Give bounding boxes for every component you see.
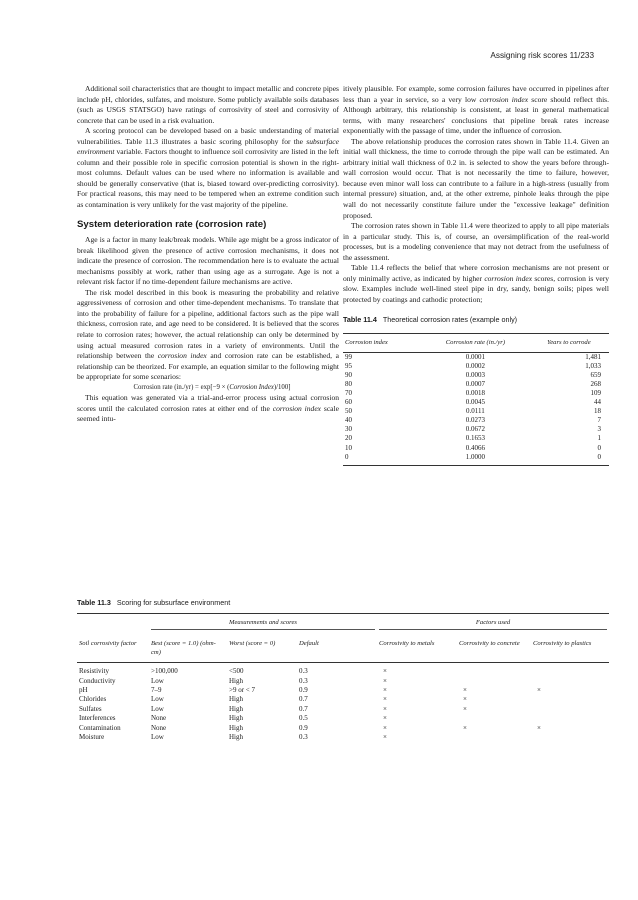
table-row [343, 398, 609, 407]
table-cell: × [383, 695, 387, 704]
table-cell: × [383, 667, 387, 676]
table-cell: 1,033 [585, 361, 601, 370]
table-row [343, 362, 609, 371]
table-row [77, 686, 609, 695]
table-cell: >100,000 [151, 667, 178, 676]
column-header: Years to corrode [529, 334, 609, 353]
table-row [343, 389, 609, 398]
table-cell [531, 733, 609, 742]
paragraph: Additional soil characteristics that are thought to impact metallic and concrete pipes include pH, chlorides, sulfates, and moisture. Some publicly available soils databases (such as USGS STATSGO) have ratings of corrosivity of steel and corrosivity of concrete that can be used in a risk evaluation. [77, 84, 339, 125]
table-cell: × [463, 723, 467, 732]
table-row [77, 714, 609, 723]
table-cell: 0.0273 [465, 416, 486, 425]
table-cell: 0.0111 [466, 407, 485, 416]
table-cell [531, 663, 609, 677]
table-cell [531, 705, 609, 714]
table-cell: High [229, 676, 243, 685]
table-cell: 0.9 [299, 686, 308, 694]
table-row [343, 425, 609, 434]
table-row [343, 371, 609, 380]
table-cell: 1,481 [585, 352, 601, 361]
column-header: Corrosivity to metals [377, 634, 457, 663]
table-row [343, 416, 609, 425]
column-header: Best (score = 1.0) (ohm-cm) [149, 634, 227, 663]
table-row [343, 380, 609, 389]
table-cell: 0.4066 [465, 443, 486, 452]
table-row [343, 453, 609, 466]
table-cell: 1 [597, 434, 601, 443]
table-cell: High [229, 714, 243, 723]
table-cell: Low [151, 733, 164, 742]
table-row [77, 677, 609, 686]
table-cell: 90 [345, 370, 352, 379]
table-cell: 0.0002 [465, 361, 486, 370]
column-header: Default [297, 634, 377, 663]
table-cell: 0.5 [299, 714, 308, 723]
table-cell: × [537, 686, 541, 694]
table-11-4-caption: Table 11.4 Theoretical corrosion rates (example only) [343, 315, 518, 325]
table-cell: 44 [594, 398, 601, 407]
table-row [343, 434, 609, 443]
paragraph: itively plausible. For example, some corrosion failures have occurred in pipelines after less than a year in service, so a very low corrosion index score should reflect this. Although arbitrary, this relationship is consistent, at least in general mathematical terms, with many researchers' conclusions that pipeline break rates increase exponentially with the passage of time, under the influence of corrosion. [343, 84, 609, 136]
table-cell: High [229, 695, 243, 704]
table-11-3-caption: Table 11.3 Scoring for subsurface environment [77, 598, 231, 607]
table-cell: Contamination [79, 723, 121, 732]
table-cell: × [383, 686, 387, 694]
group-header-factors: Factors used [377, 614, 609, 635]
table-cell: pH [79, 686, 88, 694]
table-cell [457, 733, 531, 742]
table-cell [457, 714, 531, 723]
table-row [77, 733, 609, 742]
table-cell: × [383, 714, 387, 723]
table-cell: High [229, 723, 243, 732]
table-cell: Low [151, 704, 164, 713]
table-cell: 0.9 [299, 723, 308, 732]
table-cell: 109 [590, 388, 601, 397]
table-cell: 1.0000 [422, 453, 529, 466]
table-cell: 0.1653 [465, 434, 486, 443]
right-column [343, 84, 609, 466]
table-cell: 70 [345, 388, 352, 397]
table-row [343, 407, 609, 416]
table-cell: 0 [343, 453, 422, 466]
table-cell: 80 [345, 379, 352, 388]
table-cell: 0 [529, 453, 609, 466]
table-cell: Interferences [79, 714, 116, 723]
column-header: Soil corrosivity factor [77, 634, 149, 663]
column-header: Worst (score = 0) [227, 634, 297, 663]
table-cell: 0.0672 [465, 425, 486, 434]
table-cell: 0.7 [299, 695, 308, 704]
table-11-3 [77, 613, 609, 742]
table-cell: × [463, 695, 467, 704]
table-cell [531, 714, 609, 723]
table-cell: 10 [345, 443, 352, 452]
table-cell: 0.3 [299, 676, 308, 685]
group-header-measurements: Measurements and scores [149, 614, 377, 635]
running-header: Assigning risk scores 11/233 [490, 51, 594, 60]
table-cell: × [463, 704, 467, 713]
table-cell: 40 [345, 416, 352, 425]
table-cell: × [383, 676, 387, 685]
table-cell: High [229, 733, 243, 742]
table-cell: 0 [597, 443, 601, 452]
table-11-4 [343, 333, 609, 466]
table-row [77, 695, 609, 704]
table-cell: 18 [594, 407, 601, 416]
table-cell: 95 [345, 361, 352, 370]
table-cell: 30 [345, 425, 352, 434]
table-cell: Low [151, 676, 164, 685]
table-cell: Resistivity [79, 667, 109, 676]
paragraph: Table 11.4 reflects the belief that where corrosion mechanisms are not present or only minimally active, as indicated by higher corrosion index scores, corrosion is very slow. Examples include well-lined steel pipe in dry, sandy, benign soils; pipes well protected by coatings and cathodic protection; [343, 263, 609, 304]
table-cell: 0.0003 [465, 370, 486, 379]
equation: Corrosion rate (in./yr) = exp[−9 × (Corrosion Index)/100] [133, 383, 291, 391]
table-cell: Conductivity [79, 676, 116, 685]
table-cell: Chlorides [79, 695, 107, 704]
table-cell: 3 [597, 425, 601, 434]
table-cell: None [151, 723, 167, 732]
table-cell: 0.7 [299, 704, 308, 713]
table-cell [531, 677, 609, 686]
left-column [77, 84, 339, 425]
paragraph: A scoring protocol can be developed based on a basic understanding of material vulnerabilities. Table 11.3 illustrates a basic scoring philosophy for the subsurface environment variable. Factors thought to influence soil corrosivity are listed in the left column and their possible role in specific corrosion potential is shown in the right-most columns. Default values can be used where no information is available and should be generally conservative (that is, biased toward over-predicting corrosivity). For practical reasons, this may need to be tempered when an extreme condition such as contamination is very unlikely for the vast majority of the pipeline. [77, 126, 339, 210]
table-cell: 60 [345, 398, 352, 407]
table-cell: High [229, 704, 243, 713]
table-cell: 0.3 [299, 733, 308, 742]
table-row [77, 705, 609, 714]
table-cell [457, 677, 531, 686]
table-cell: Moisture [79, 733, 105, 742]
table-cell: 20 [345, 434, 352, 443]
table-cell: 7–9 [151, 686, 162, 694]
paragraph: The corrosion rates shown in Table 11.4 were theorized to apply to all pipe materials in a particular study. This is, of course, an oversimplification of the real-world processes, but is a modeling convenience that may not detract from the usefulness of the assessment. [343, 221, 609, 262]
table-cell: 99 [345, 352, 352, 361]
table-cell: 0.0007 [465, 379, 486, 388]
table-cell: × [383, 733, 387, 742]
table-cell: × [383, 704, 387, 713]
column-header: Corrosion index [343, 334, 422, 353]
table-row [77, 663, 609, 677]
table-cell: 268 [590, 379, 601, 388]
table-cell: 0.0045 [465, 398, 486, 407]
table-cell: <500 [229, 667, 244, 676]
table-cell: × [383, 723, 387, 732]
column-header: Corrosivity to plastics [531, 634, 609, 663]
table-cell: 0.0001 [465, 352, 486, 361]
table-cell: × [537, 723, 541, 732]
table-cell [457, 663, 531, 677]
table-cell: × [463, 686, 467, 694]
paragraph: The above relationship produces the corrosion rates shown in Table 11.4. Given an initial wall thickness, the time to corrode through the pipe wall can be estimated. An arbitrary initial wall thickness of 0.2 in. is selected to show the years before through-wall corrosion would occur. That is not necessarily the time to failure, however, because even minor wall loss can contribute to a failure in a high-stress (usually from internal pressure) situation, and, at the other extreme, pinhole leaks through the pipe wall do not necessarily constitute failure under the "excessive leakage" definition proposed. [343, 136, 609, 220]
table-cell: 0.0018 [465, 388, 486, 397]
table-cell: 50 [345, 407, 352, 416]
table-row [343, 352, 609, 362]
paragraph: The risk model described in this book is measuring the probability and relative aggressiveness of corrosion and other time-dependent mechanisms. To translate that into the probability of failure for a pipeline, additional factors such as the pipe wall thickness, corrosion rate, and age need to be considered. It is believed that the scores relate to corrosion rates; however, the actual relationship can only be determined by using actual measured corrosion rates in a variety of environments. Until the relationship between the corrosion index and corrosion rate can be established, a relationship can be theorized. For example, an equation similar to the following might be appropriate for some scenarios: [77, 287, 339, 382]
table-cell: Sulfates [79, 704, 102, 713]
table-row [343, 444, 609, 453]
paragraph: Age is a factor in many leak/break models. While age might be a gross indicator of break likelihood given the presence of active corrosion mechanisms, it does not indicate the presence of corrosion. The recommendation here is to evaluate the actual mechanisms possibly at work, rather than using age as a surrogate. Age is not a relevant risk factor if no time-dependent failure mechanisms are active. [77, 235, 339, 287]
table-cell: 0.3 [299, 667, 308, 676]
paragraph: This equation was generated via a trial-and-error process using actual corrosion scores until the calculated corrosion rates at either end of the corrosion index scale seemed intu- [77, 393, 339, 424]
table-cell: 659 [590, 370, 601, 379]
table-cell: 7 [597, 416, 601, 425]
table-cell: >9 or < 7 [229, 686, 255, 694]
table-row [77, 724, 609, 733]
section-heading: System deterioration rate (corrosion rate) [77, 218, 267, 230]
table-cell: None [151, 714, 167, 723]
column-header: Corrosion rate (in./yr) [422, 334, 529, 353]
table-cell: Low [151, 695, 164, 704]
column-header: Corrosivity to concrete [457, 634, 531, 663]
table-cell [531, 695, 609, 704]
